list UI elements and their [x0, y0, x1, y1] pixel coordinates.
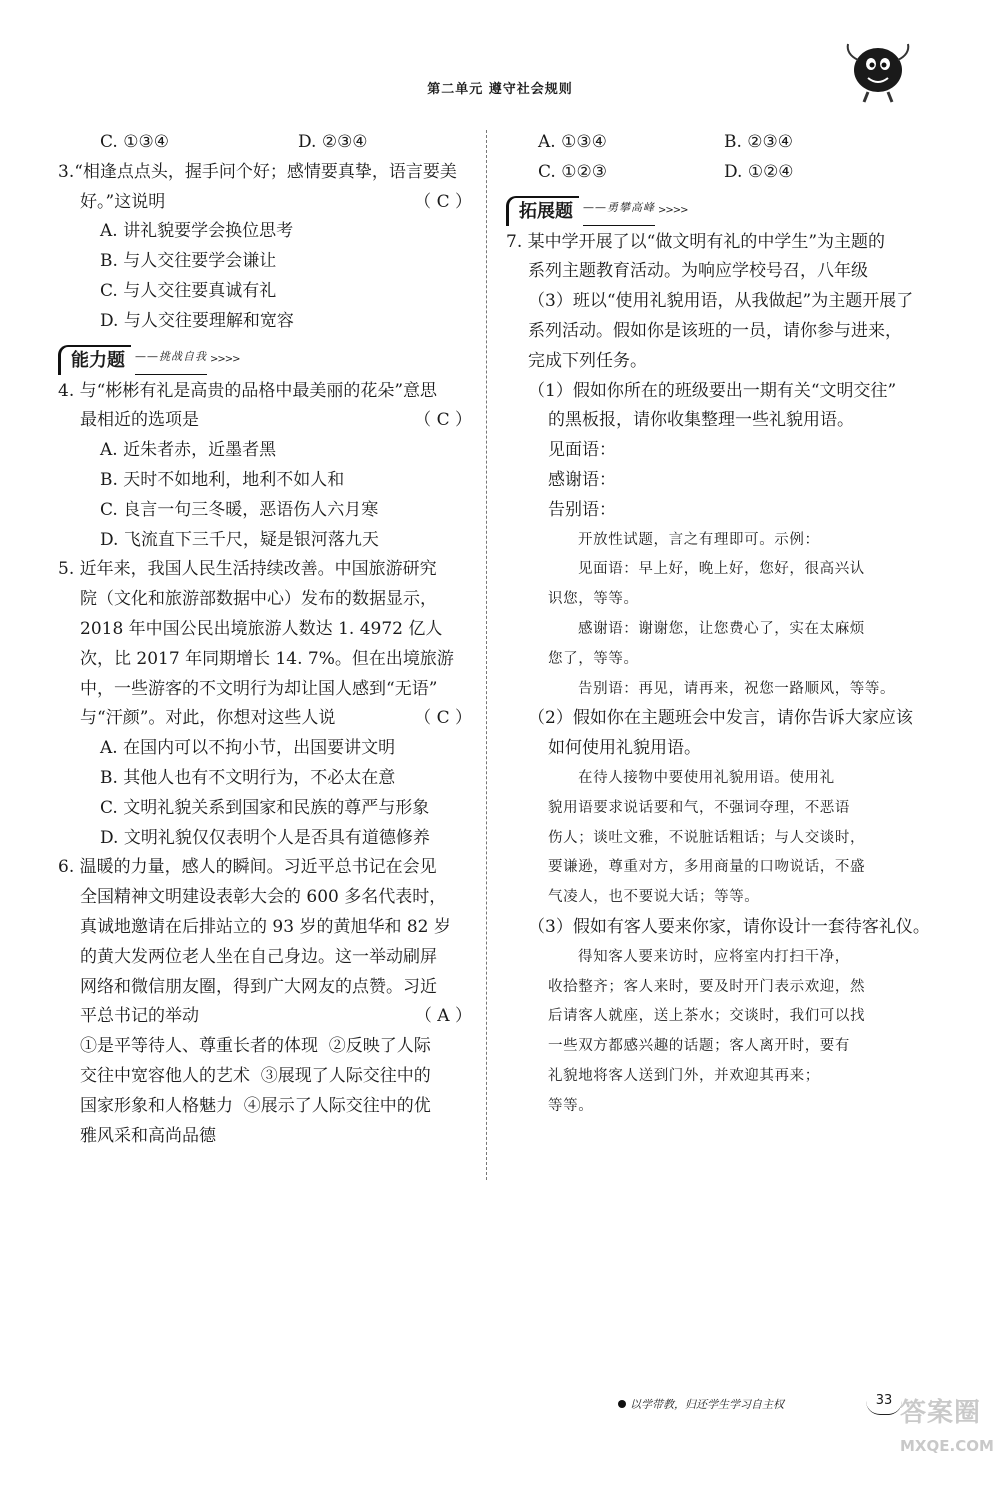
question-stem: 系列活动。假如你是该班的一员，请你参与进来，: [528, 320, 902, 341]
bullet-icon: [618, 1400, 626, 1408]
question-4: [58, 377, 478, 556]
section-title: 拓展题: [506, 196, 579, 226]
question-stem: 5. 近年来，我国人民生活持续改善。中国旅游研究: [58, 559, 437, 580]
subquestion-1: （1）假如你所在的班级要出一期有关“文明交往”: [528, 380, 897, 401]
question-stem-last: [58, 188, 478, 218]
question-stem: 中，一些游客的不文明行为却让国人感到“无语”: [80, 678, 438, 699]
option: B. 其他人也有不文明行为，不必太在意: [100, 767, 396, 788]
answer-line: 貌用语要求说话要和气，不强词夺理，不恶语: [548, 799, 850, 816]
option: D. ②③④: [298, 132, 368, 152]
answer-line: 后请客人就座，送上茶水；交谈时，我们可以找: [548, 1008, 866, 1025]
option: C. 与人交往要真诚有礼: [100, 280, 277, 301]
answer-line: 收拾整齐；客人来时，要及时开门表示欢迎，然: [548, 978, 866, 995]
option: A. 讲礼貌要学会换位思考: [100, 221, 294, 242]
question-stem: 与“汗颜”。对此，你想对这些人说: [80, 708, 336, 729]
option: C. 文明礼貌关系到国家和民族的尊严与形象: [100, 797, 430, 818]
option: B. ②③④: [724, 132, 794, 152]
option: B. 与人交往要学会谦让: [100, 251, 277, 272]
subquestion-2: 如何使用礼貌用语。: [548, 738, 701, 759]
option: C. ①③④: [100, 132, 169, 152]
question-stem: 全国精神文明建设表彰大会的 600 多名代表时，: [80, 887, 447, 908]
answer-line: 一些双方都感兴趣的话题；客人离开时，要有: [548, 1038, 850, 1055]
option: A. ①③④: [538, 132, 607, 152]
answer-choice: （ A ）: [414, 1006, 472, 1027]
page-header: 第二单元 遵守社会规则: [427, 82, 573, 97]
question-5: [58, 555, 478, 853]
question-stem: 完成下列任务。: [528, 350, 647, 371]
answer-line: 要谦逊，尊重对方，多用商量的口吻说话，不盛: [548, 859, 866, 876]
question-stem: 真诚地邀请在后排站立的 93 岁的黄旭华和 82 岁: [80, 916, 451, 937]
option: C. ①②③: [538, 161, 607, 182]
fill-label-thanks: 感谢语：: [548, 469, 616, 490]
column-divider: [486, 130, 487, 1180]
answer-line: 礼貌地将客人送到门外，并欢迎其再来；: [548, 1067, 820, 1084]
question-stem: 网络和微信朋友圈，得到广大网友的点赞。习近: [80, 976, 437, 997]
subquestion-1: 的黑板报，请你收集整理一些礼貌用语。: [548, 410, 854, 431]
option: A. 近朱者赤，近墨者黑: [100, 440, 277, 461]
answer-line: 告别语：再见，请再来，祝您一路顺风，等等。: [578, 680, 896, 697]
chevrons-icon: >>>>: [210, 353, 240, 365]
statement-line: 国家形象和人格魅力 ④展示了人际交往中的优: [80, 1095, 431, 1116]
question-3: [58, 158, 478, 337]
question-stem-last: [58, 1002, 478, 1032]
option: D. 文明礼貌仅仅表明个人是否具有道德修养: [100, 827, 430, 848]
option: C. 良言一句三冬暖，恶语伤人六月寒: [100, 499, 379, 520]
left-column: [58, 128, 478, 1151]
answer-choice: （ C ）: [414, 410, 472, 431]
option: D. 飞流直下三千尺，疑是银河落九天: [100, 529, 379, 550]
answer-line: 识您，等等。: [548, 591, 639, 608]
question-stem: （3）班以“使用礼貌用语，从我做起”为主题开展了: [528, 291, 914, 312]
answer-choice: （ C ）: [414, 708, 472, 729]
slogan-text: 以学带教，归还学生学习自主权: [630, 1398, 784, 1411]
question-6: [58, 853, 478, 1151]
question-stem: 的黄大发两位老人坐在自己身边。这一举动刷屏: [80, 946, 437, 967]
statement-line: ①是平等待人、尊重长者的体现 ②反映了人际: [80, 1036, 431, 1057]
section-subtitle: ——勇攀高峰: [583, 193, 655, 226]
fill-label-farewell: 告别语：: [548, 499, 616, 520]
question-stem: 系列主题教育活动。为响应学校号召，八年级: [528, 261, 868, 282]
question-stem: 6. 温暖的力量，感人的瞬间。习近平总书记在会见: [58, 857, 437, 878]
chevrons-icon: >>>>: [658, 204, 688, 216]
fill-label-greeting: 见面语：: [548, 440, 616, 461]
section-subtitle: ——挑战自我: [135, 342, 207, 375]
section-heading-extension: [506, 190, 914, 226]
statement-line: 交往中宽容他人的艺术 ③展现了人际交往中的: [80, 1065, 431, 1086]
answer-line: 感谢语：谢谢您，让您费心了，实在太麻烦: [578, 620, 865, 637]
answer-line: 开放性试题，言之有理即可。示例：: [578, 531, 820, 548]
right-column: [506, 128, 930, 1122]
answer-line: 得知客人要来访时，应将室内打扫干净，: [578, 948, 850, 965]
answer-block-1: [506, 526, 914, 705]
footer-slogan: [618, 1396, 784, 1412]
question-7: [506, 228, 930, 1122]
subquestion-3: （3）假如有客人要来你家，请你设计一套待客礼仪。: [528, 916, 930, 937]
section-title: 能力题: [58, 345, 131, 375]
answer-line: 您了，等等。: [548, 650, 639, 667]
mascot-illustration: [838, 40, 914, 110]
statement-line: 雅风采和高尚品德: [80, 1125, 216, 1146]
question-stem: 次，比 2017 年同期增长 14. 7%。但在出境旅游: [80, 648, 454, 669]
answer-line: 在待人接物中要使用礼貌用语。使用礼: [578, 769, 835, 786]
option: A. 在国内可以不拘小节，出国要讲文明: [100, 738, 396, 759]
answer-block-2: [506, 764, 914, 913]
q6-options-row1: [506, 128, 914, 158]
question-stem-last: [58, 704, 478, 734]
answer-block-3: [506, 943, 914, 1122]
question-stem-last: [58, 406, 478, 436]
question-stem: 2018 年中国公民出境旅游人数达 1. 4972 亿人: [80, 618, 443, 639]
answer-line: 伤人；谈吐文雅，不说脏话粗话；与人交谈时，: [548, 829, 866, 846]
subquestion-2: （2）假如你在主题班会中发言，请你告诉大家应该: [528, 708, 913, 729]
q2-options-tail: [58, 128, 478, 158]
answer-choice: （ C ）: [414, 191, 472, 212]
answer-line: 等等。: [548, 1097, 594, 1114]
option: D. ①②④: [724, 161, 794, 182]
question-stem: 院（文化和旅游部数据中心）发布的数据显示，: [80, 589, 437, 610]
option: D. 与人交往要理解和宽容: [100, 310, 294, 331]
question-stem: 7. 某中学开展了以“做文明有礼的中学生”为主题的: [506, 231, 886, 252]
watermark: [900, 1392, 992, 1472]
answer-line: 见面语：早上好，晚上好，您好，很高兴认: [578, 561, 865, 578]
page-number: 33: [866, 1388, 902, 1415]
q6-options-row2: [506, 158, 914, 188]
answer-line: 气凌人，也不要说大话；等等。: [548, 889, 760, 906]
watermark-url: MXQE.COM: [900, 1437, 994, 1455]
question-stem: 平总书记的举动: [80, 1006, 199, 1027]
section-heading-ability: [58, 339, 478, 375]
question-stem: 最相近的选项是: [80, 410, 199, 431]
option: B. 天时不如地利，地利不如人和: [100, 469, 345, 490]
watermark-text: 答案圈: [900, 1398, 982, 1428]
question-stem: 3.“相逢点点头，握手问个好；感情要真挚，语言要美: [58, 161, 457, 182]
question-stem: 4. 与“彬彬有礼是高贵的品格中最美丽的花朵”意思: [58, 380, 438, 401]
question-stem: 好。”这说明: [80, 191, 166, 212]
